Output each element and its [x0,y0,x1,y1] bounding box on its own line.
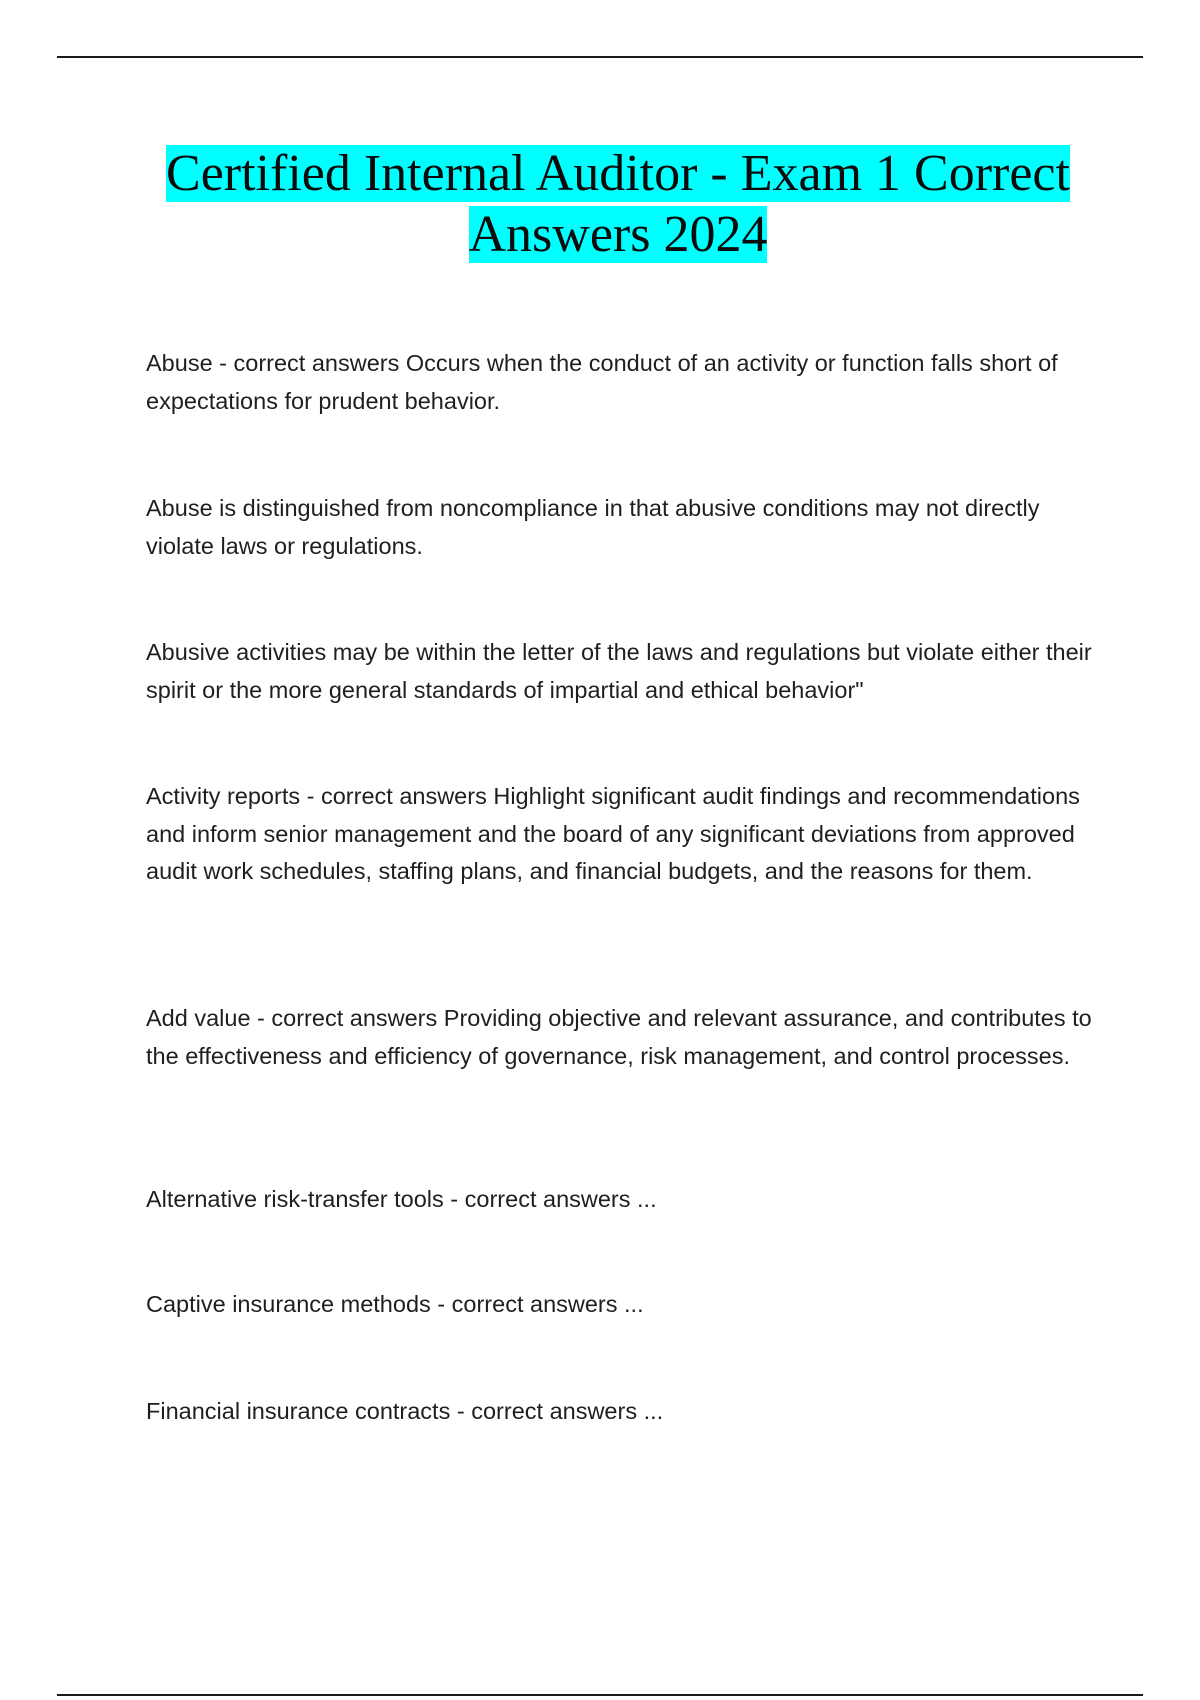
document-title [120,143,1116,265]
entry-captive-insurance: Captive insurance methods - correct answers ... [146,1291,644,1317]
top-divider [57,56,1143,58]
entry-financial-insurance: Financial insurance contracts - correct answers ... [146,1398,664,1424]
bottom-divider [57,1694,1143,1696]
entry-abuse-distinguished: Abuse is distinguished from noncompliance in that abusive conditions may not directly violate laws or regulations. [146,495,1040,559]
entry-activity-reports: Activity reports - correct answers Highlight significant audit findings and recommendations and inform senior management and the board of any significant deviations from approved audit work schedules, staffing plans, and financial budgets, and the reasons for them. [146,783,1080,884]
entry-abuse: Abuse - correct answers Occurs when the conduct of an activity or function falls short of expectations for prudent behavior. [146,350,1058,414]
title-line-1: Certified Internal Auditor - Exam 1 Correct [166,145,1070,202]
entry-alternative-risk-transfer: Alternative risk-transfer tools - correct answers ... [146,1186,657,1212]
entry-add-value: Add value - correct answers Providing objective and relevant assurance, and contributes to the effectiveness and efficiency of governance, risk management, and control processes. [146,1005,1092,1069]
title-line-2: Answers 2024 [468,206,768,263]
entry-abusive-activities: Abusive activities may be within the letter of the laws and regulations but violate either their spirit or the more general standards of impartial and ethical behavior" [146,639,1092,703]
